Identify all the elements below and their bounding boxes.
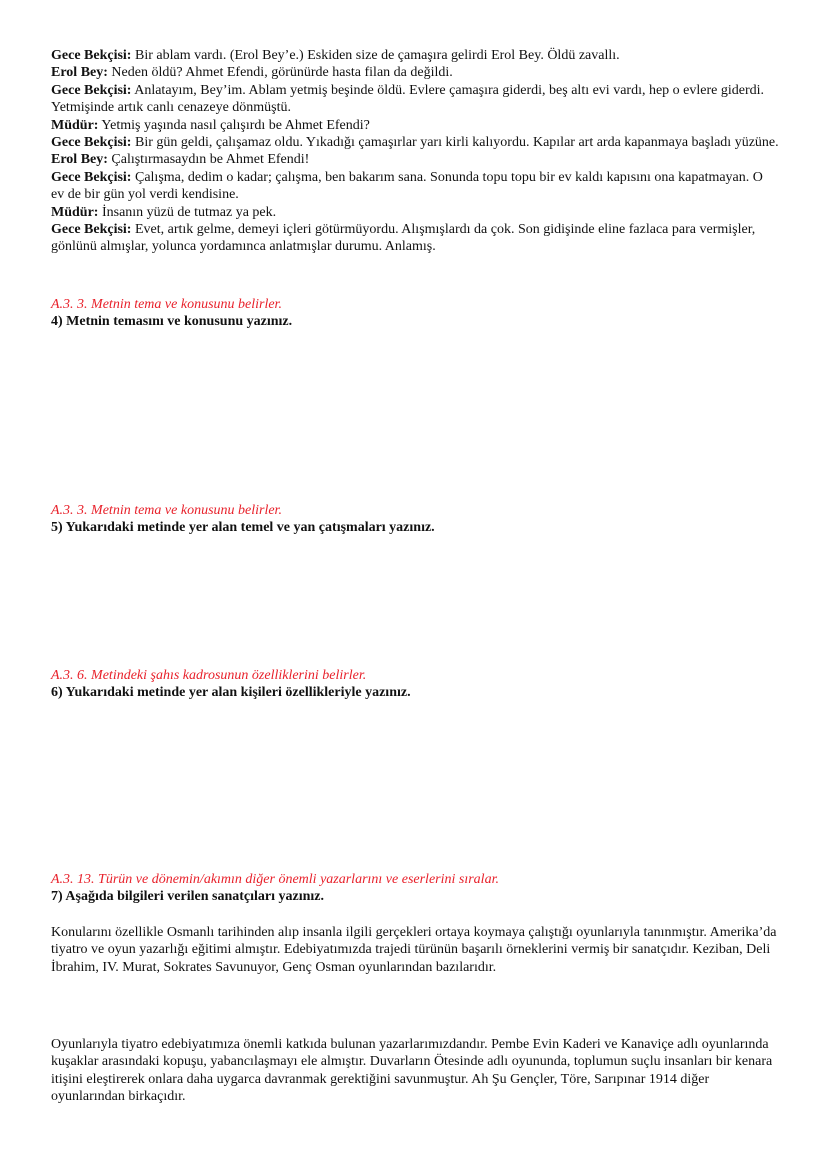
question-text: 7) Aşağıda bilgileri verilen sanatçıları yazınız. [51, 889, 324, 905]
dialogue-line [51, 64, 779, 81]
speech: Evet, artık gelme, demeyi içleri götürmüyordu. Alışmışlardı da çok. Son gidişinde eline fazlaca para vermişler, gönlünü almışlar, yolunca yordamınca anlatmışlar durumu. Anlamış. [51, 222, 756, 255]
question-7 [51, 871, 779, 906]
question-4 [51, 296, 779, 331]
dialogue-line [51, 47, 779, 64]
dialogue-text [51, 47, 779, 256]
author-description-2: Oyunlarıyla tiyatro edebiyatımıza önemli katkıda bulunan yazarlarımızdandır. Pembe Evin Kaderi ve Kanaviçe adlı oyunlarında kuşaklar arasındaki kopuşu, yabancılaşmayı ele almıştır. Duvarların Ötesinde adlı oyununda, toplumun suçlu insanları bir kenara itişini eleştirerek onlara daha uygarca davranmak gerektiğini savunmuştur. Ah Şu Gençler, Töre, Sarıpınar 1914 diğer oyunlarından birkaçıdır. [51, 1037, 773, 1105]
speech: Neden öldü? Ahmet Efendi, görünürde hasta filan da değildi. [107, 65, 453, 81]
speaker: Gece Bekçisi: [51, 82, 132, 98]
speaker: Erol Bey: [51, 152, 108, 168]
dialogue-line [51, 221, 779, 256]
speech: Bir gün geldi, çalışamaz oldu. Yıkadığı çamaşırlar yarı kirli kalıyordu. Kapılar art arda kapanmaya başladı yüzüne. [131, 135, 779, 151]
question-text: 6) Yukarıdaki metinde yer alan kişileri özellikleriyle yazınız. [51, 685, 411, 701]
speaker: Erol Bey: [51, 65, 108, 81]
question-5 [51, 502, 779, 537]
learning-objective: A.3. 13. Türün ve dönemin/akımın diğer önemli yazarlarını ve eserlerini sıralar. [51, 872, 499, 887]
dialogue-line [51, 82, 779, 117]
dialogue-line [51, 151, 779, 168]
dialogue-line [51, 169, 779, 204]
dialogue-line [51, 117, 779, 134]
question-text: 5) Yukarıdaki metinde yer alan temel ve yan çatışmaları yazınız. [51, 520, 435, 536]
dialogue-line [51, 204, 779, 221]
learning-objective: A.3. 6. Metindeki şahıs kadrosunun özelliklerini belirler. [51, 668, 367, 683]
speech: Çalıştırmasaydın be Ahmet Efendi! [107, 152, 310, 168]
question-text: 4) Metnin temasını ve konusunu yazınız. [51, 314, 293, 330]
speech: İnsanın yüzü de tutmaz ya pek. [98, 204, 277, 220]
author-description-1: Konularını özellikle Osmanlı tarihinden alıp insanla ilgili gerçekleri ortaya koymaya çalıştığı oyunlarıyla tanınmıştır. Amerika’da tiyatro ve oyun yazarlığı eğitimi almıştır. Edebiyatımızda trajedi türünün başarılı örneklerini vermiş bir sanatçıdır. Keziban, Deli İbrahim, IV. Murat, Sokrates Savunuyor, Genç Osman oyunlarından bazılarıdır. [51, 925, 777, 975]
speech: Yetmiş yaşında nasıl çalışırdı be Ahmet Efendi? [98, 117, 370, 133]
speech: Çalışma, dedim o kadar; çalışma, ben bakarım sana. Sonunda topu topu bir ev kaldı kapısını ona kapatmayan. O ev de bir gün yol verdi kendisine. [51, 169, 763, 203]
speech: Bir ablam vardı. (Erol Bey’e.) Eskiden size de çamaşıra gelirdi Erol Bey. Öldü zavallı. [131, 48, 620, 63]
speaker: Gece Bekçisi: [51, 135, 132, 151]
learning-objective: A.3. 3. Metnin tema ve konusunu belirler. [51, 297, 282, 312]
learning-objective: A.3. 3. Metnin tema ve konusunu belirler. [51, 503, 282, 518]
speaker: Müdür: [51, 117, 99, 133]
speech: Anlatayım, Bey’im. Ablam yetmiş beşinde öldü. Evlere çamaşıra giderdi, beş altı evi vardı, hep o evlere giderdi. Yetmişinde artık canlı cenazeye dönmüştü. [51, 82, 765, 116]
question-6 [51, 667, 779, 702]
speaker: Gece Bekçisi: [51, 48, 132, 63]
dialogue-line [51, 134, 779, 151]
speaker: Gece Bekçisi: [51, 169, 132, 185]
speaker: Müdür: [51, 204, 99, 220]
speaker: Gece Bekçisi: [51, 222, 132, 238]
